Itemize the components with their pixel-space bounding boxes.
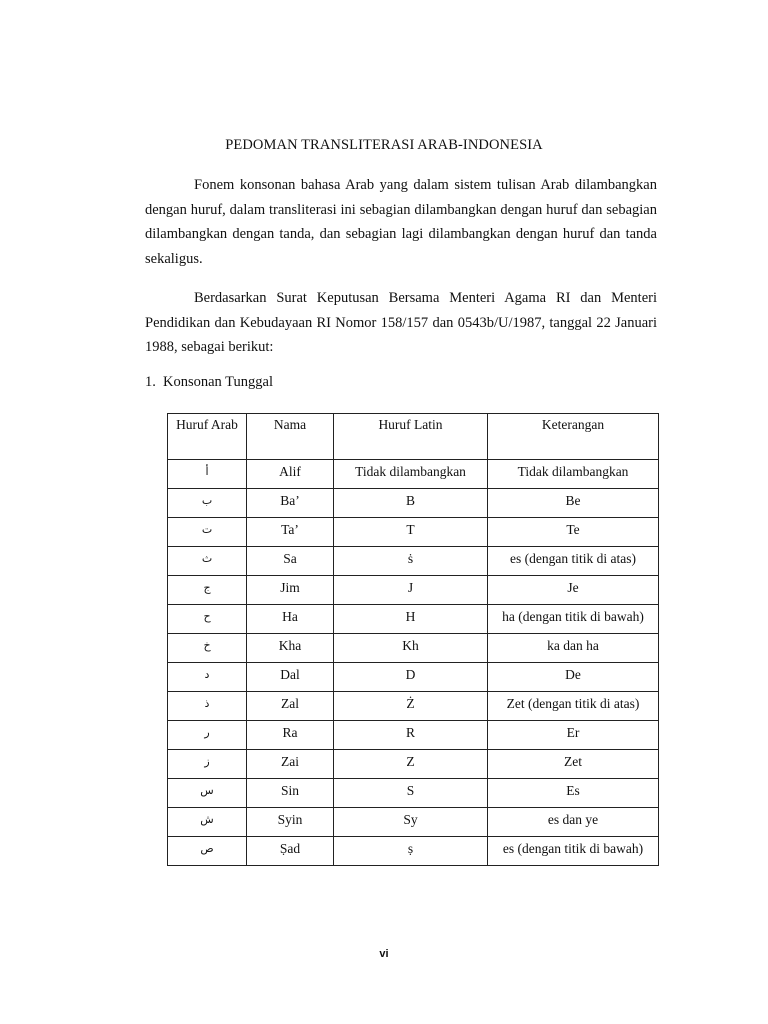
cell-keterangan: es (dengan titik di atas) <box>488 547 659 576</box>
paragraph-intro: Fonem konsonan bahasa Arab yang dalam sistem tulisan Arab dilambangkan dengan huruf, dalam transliterasi ini sebagian dilambangkan dengan huruf dan sebagian dilambangkan dengan tanda, dan sebagian lagi dilambangkan dengan huruf dan tanda sekaligus. <box>145 177 657 267</box>
cell-huruf-latin: Z <box>334 750 488 779</box>
section-title: Konsonan Tunggal <box>163 374 273 390</box>
table-row <box>168 605 659 634</box>
cell-huruf-arab: ص <box>168 837 247 866</box>
header-huruf-latin: Huruf Latin <box>334 414 488 460</box>
cell-keterangan: Es <box>488 779 659 808</box>
cell-nama: Ha <box>247 605 334 634</box>
cell-huruf-arab: ح <box>168 605 247 634</box>
cell-nama: Jim <box>247 576 334 605</box>
table-row <box>168 692 659 721</box>
table-row <box>168 576 659 605</box>
cell-nama: Ta’ <box>247 518 334 547</box>
cell-huruf-latin: ṣ <box>334 837 488 866</box>
cell-nama: Kha <box>247 634 334 663</box>
cell-nama: Ṣad <box>247 837 334 866</box>
cell-nama: Ba’ <box>247 489 334 518</box>
table-header-row <box>168 414 659 460</box>
cell-nama: Zal <box>247 692 334 721</box>
cell-keterangan: Zet (dengan titik di atas) <box>488 692 659 721</box>
cell-keterangan: ha (dengan titik di bawah) <box>488 605 659 634</box>
table-row <box>168 750 659 779</box>
cell-nama: Sa <box>247 547 334 576</box>
cell-huruf-arab: ش <box>168 808 247 837</box>
section-heading <box>145 374 273 391</box>
cell-huruf-latin: Tidak dilambangkan <box>334 460 488 489</box>
cell-huruf-arab: د <box>168 663 247 692</box>
header-huruf-arab: Huruf Arab <box>168 414 247 460</box>
cell-huruf-arab: ر <box>168 721 247 750</box>
consonant-table <box>167 413 659 866</box>
cell-huruf-arab: ج <box>168 576 247 605</box>
cell-nama: Alif <box>247 460 334 489</box>
cell-huruf-arab: ب <box>168 489 247 518</box>
cell-keterangan: Tidak dilambangkan <box>488 460 659 489</box>
table-row <box>168 460 659 489</box>
cell-nama: Dal <box>247 663 334 692</box>
cell-keterangan: es dan ye <box>488 808 659 837</box>
cell-keterangan: De <box>488 663 659 692</box>
cell-keterangan: ka dan ha <box>488 634 659 663</box>
cell-keterangan: Zet <box>488 750 659 779</box>
table-row <box>168 634 659 663</box>
cell-huruf-arab: س <box>168 779 247 808</box>
table-row <box>168 837 659 866</box>
cell-huruf-latin: H <box>334 605 488 634</box>
cell-nama: Zai <box>247 750 334 779</box>
cell-huruf-latin: R <box>334 721 488 750</box>
table-row <box>168 663 659 692</box>
cell-huruf-latin: T <box>334 518 488 547</box>
cell-huruf-latin: ṡ <box>334 547 488 576</box>
cell-nama: Ra <box>247 721 334 750</box>
cell-huruf-arab: خ <box>168 634 247 663</box>
cell-keterangan: Te <box>488 518 659 547</box>
table-row <box>168 547 659 576</box>
cell-nama: Sin <box>247 779 334 808</box>
cell-huruf-latin: D <box>334 663 488 692</box>
cell-huruf-arab: أ <box>168 460 247 489</box>
cell-huruf-latin: Sy <box>334 808 488 837</box>
cell-huruf-latin: Kh <box>334 634 488 663</box>
page-title: PEDOMAN TRANSLITERASI ARAB-INDONESIA <box>225 137 543 153</box>
paragraph-decree: Berdasarkan Surat Keputusan Bersama Menteri Agama RI dan Menteri Pendidikan dan Kebudayaan RI Nomor 158/157 dan 0543b/U/1987, tanggal 22 Januari 1988, sebagai berikut: <box>145 290 657 355</box>
cell-huruf-arab: ث <box>168 547 247 576</box>
cell-keterangan: es (dengan titik di bawah) <box>488 837 659 866</box>
cell-huruf-arab: ذ <box>168 692 247 721</box>
cell-nama: Syin <box>247 808 334 837</box>
cell-huruf-latin: Ż <box>334 692 488 721</box>
table-row <box>168 808 659 837</box>
header-keterangan: Keterangan <box>488 414 659 460</box>
page-number: vi <box>379 948 389 960</box>
cell-keterangan: Be <box>488 489 659 518</box>
cell-huruf-latin: J <box>334 576 488 605</box>
cell-huruf-latin: S <box>334 779 488 808</box>
cell-huruf-latin: B <box>334 489 488 518</box>
table-row <box>168 489 659 518</box>
cell-keterangan: Je <box>488 576 659 605</box>
table-row <box>168 721 659 750</box>
cell-huruf-arab: ز <box>168 750 247 779</box>
header-nama: Nama <box>247 414 334 460</box>
cell-keterangan: Er <box>488 721 659 750</box>
cell-huruf-arab: ت <box>168 518 247 547</box>
table-row <box>168 779 659 808</box>
table-row <box>168 518 659 547</box>
section-number: 1. <box>145 374 156 390</box>
